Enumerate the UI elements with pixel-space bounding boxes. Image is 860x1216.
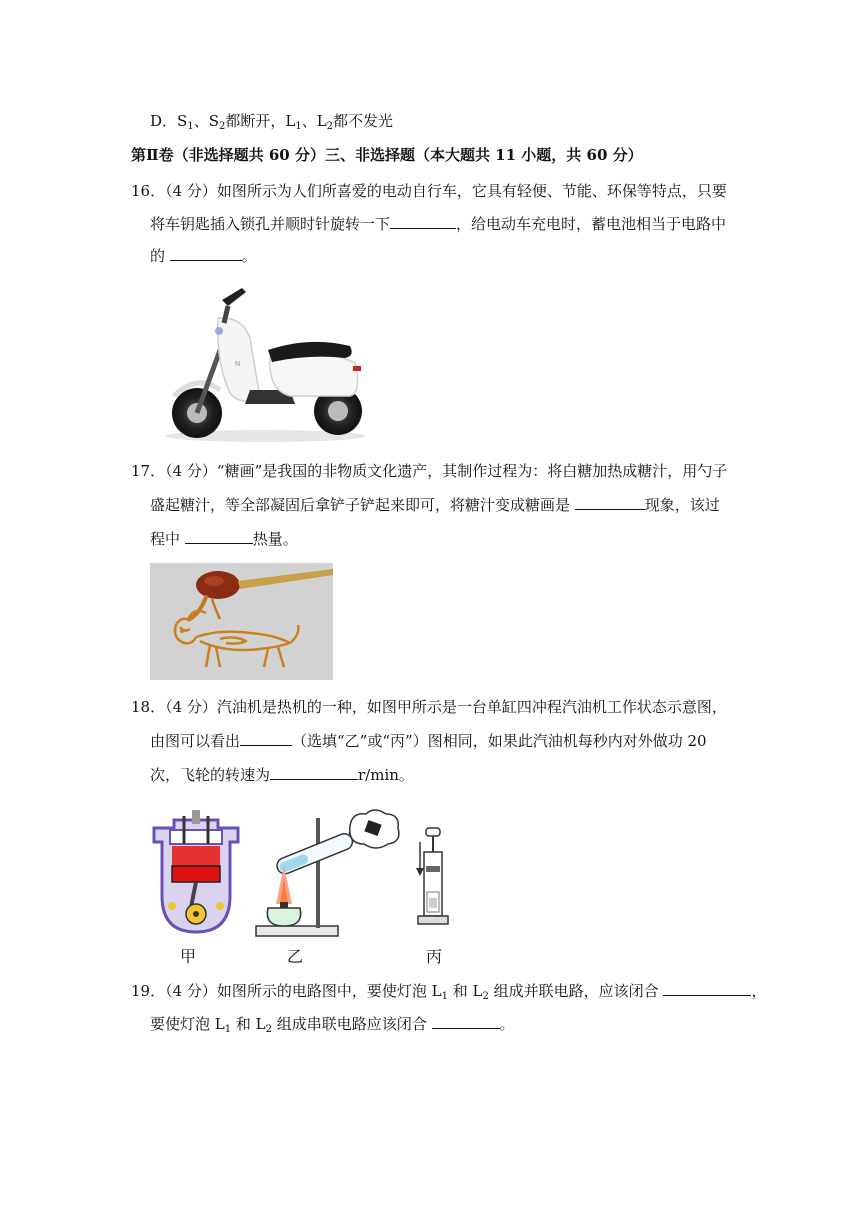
q18-text: （选填“乙”或“丙”）图相同，如果此汽油机每秒内对外做功 20 (292, 732, 707, 750)
q16-line1: 16．（4 分）如图所示为人们所喜爱的电动自行车，它具有轻便、节能、环保等特点，只要 (131, 182, 727, 200)
q16-text: 将车钥匙插入锁孔并顺时针旋转一下 (150, 215, 391, 233)
q16-line3 (150, 246, 257, 266)
q19-line2 (150, 1014, 515, 1040)
q18-text: r/min。 (358, 766, 414, 784)
answer-blank[interactable] (185, 529, 253, 544)
q19-text: ， (751, 982, 767, 1000)
answer-blank[interactable] (240, 731, 292, 746)
q17-line3 (150, 529, 298, 549)
answer-blank[interactable] (390, 214, 456, 229)
q17-text: 盛起糖汁，等全部凝固后拿铲子铲起来即可，将糖汁变成糖画是 (150, 496, 575, 514)
subscript: 1 (224, 1024, 232, 1035)
q18-line2 (150, 731, 707, 751)
q17-text: 热量。 (252, 530, 298, 548)
q19-text: 。 (499, 1015, 515, 1033)
caption-bing: 丙 (426, 947, 443, 966)
q17-line1: 17．（4 分）“糖画”是我国的非物质文化遗产，其制作过程为：将白糖加热成糖汁，用勺子 (131, 462, 728, 480)
option-d (150, 111, 393, 137)
q16-text: 。 (241, 247, 257, 265)
answer-blank[interactable] (170, 246, 242, 261)
option-d-text: 、L (301, 112, 327, 130)
q19-text: 要使灯泡 L (150, 1015, 225, 1033)
subscript: 2 (326, 121, 334, 132)
q16-text: 的 (150, 247, 170, 265)
q17-text: 程中 (150, 530, 185, 548)
q19-text: 和 L (231, 1015, 266, 1033)
svg-text:N: N (235, 361, 241, 368)
subscript: 2 (482, 991, 489, 1002)
q17-text: 现象，该过 (644, 496, 720, 514)
q17-line2 (150, 495, 720, 515)
q19-line1 (131, 981, 766, 1007)
answer-blank[interactable] (270, 765, 358, 780)
q18-line3 (150, 765, 414, 785)
option-d-text: 都断开，L (225, 112, 296, 130)
q18-line1: 18．（4 分）汽油机是热机的一种，如图甲所示是一台单缸四冲程汽油机工作状态示意图， (131, 698, 727, 716)
test-tube-diagram-yi (254, 808, 404, 940)
q16-text: ，给电动车充电时，蓄电池相当于电路中 (456, 215, 727, 233)
subscript: 2 (265, 1024, 272, 1035)
q19-text: 19．（4 分）如图所示的电路图中，要使灯泡 L (131, 982, 442, 1000)
answer-blank[interactable] (663, 981, 751, 996)
option-d-text: 都不发光 (333, 112, 394, 130)
option-d-text: D．S (150, 112, 188, 130)
caption-jia: 甲 (180, 947, 197, 966)
sugar-painting-image (150, 563, 333, 680)
q16-line2 (150, 214, 726, 234)
caption-yi: 乙 (287, 947, 304, 966)
air-pump-diagram-bing (410, 826, 456, 928)
q19-text: 和 L (448, 982, 483, 1000)
answer-blank[interactable] (575, 495, 645, 510)
subscript: 2 (218, 121, 226, 132)
subscript: 1 (187, 121, 194, 132)
answer-blank[interactable] (432, 1014, 500, 1029)
option-d-text: 、S (193, 112, 219, 130)
electric-scooter-image (150, 278, 375, 448)
section-header: 第Ⅱ卷（非选择题共 60 分）三、非选择题（本大题共 11 小题，共 60 分） (131, 146, 643, 164)
q19-text: 组成串联电路应该闭合 (271, 1015, 432, 1033)
subscript: 1 (295, 121, 302, 132)
q18-text: 次，飞轮的转速为 (150, 766, 271, 784)
q19-text: 组成并联电路，应该闭合 (488, 982, 664, 1000)
subscript: 1 (441, 991, 449, 1002)
q18-text: 由图可以看出 (150, 732, 241, 750)
engine-diagram-jia (150, 808, 242, 936)
